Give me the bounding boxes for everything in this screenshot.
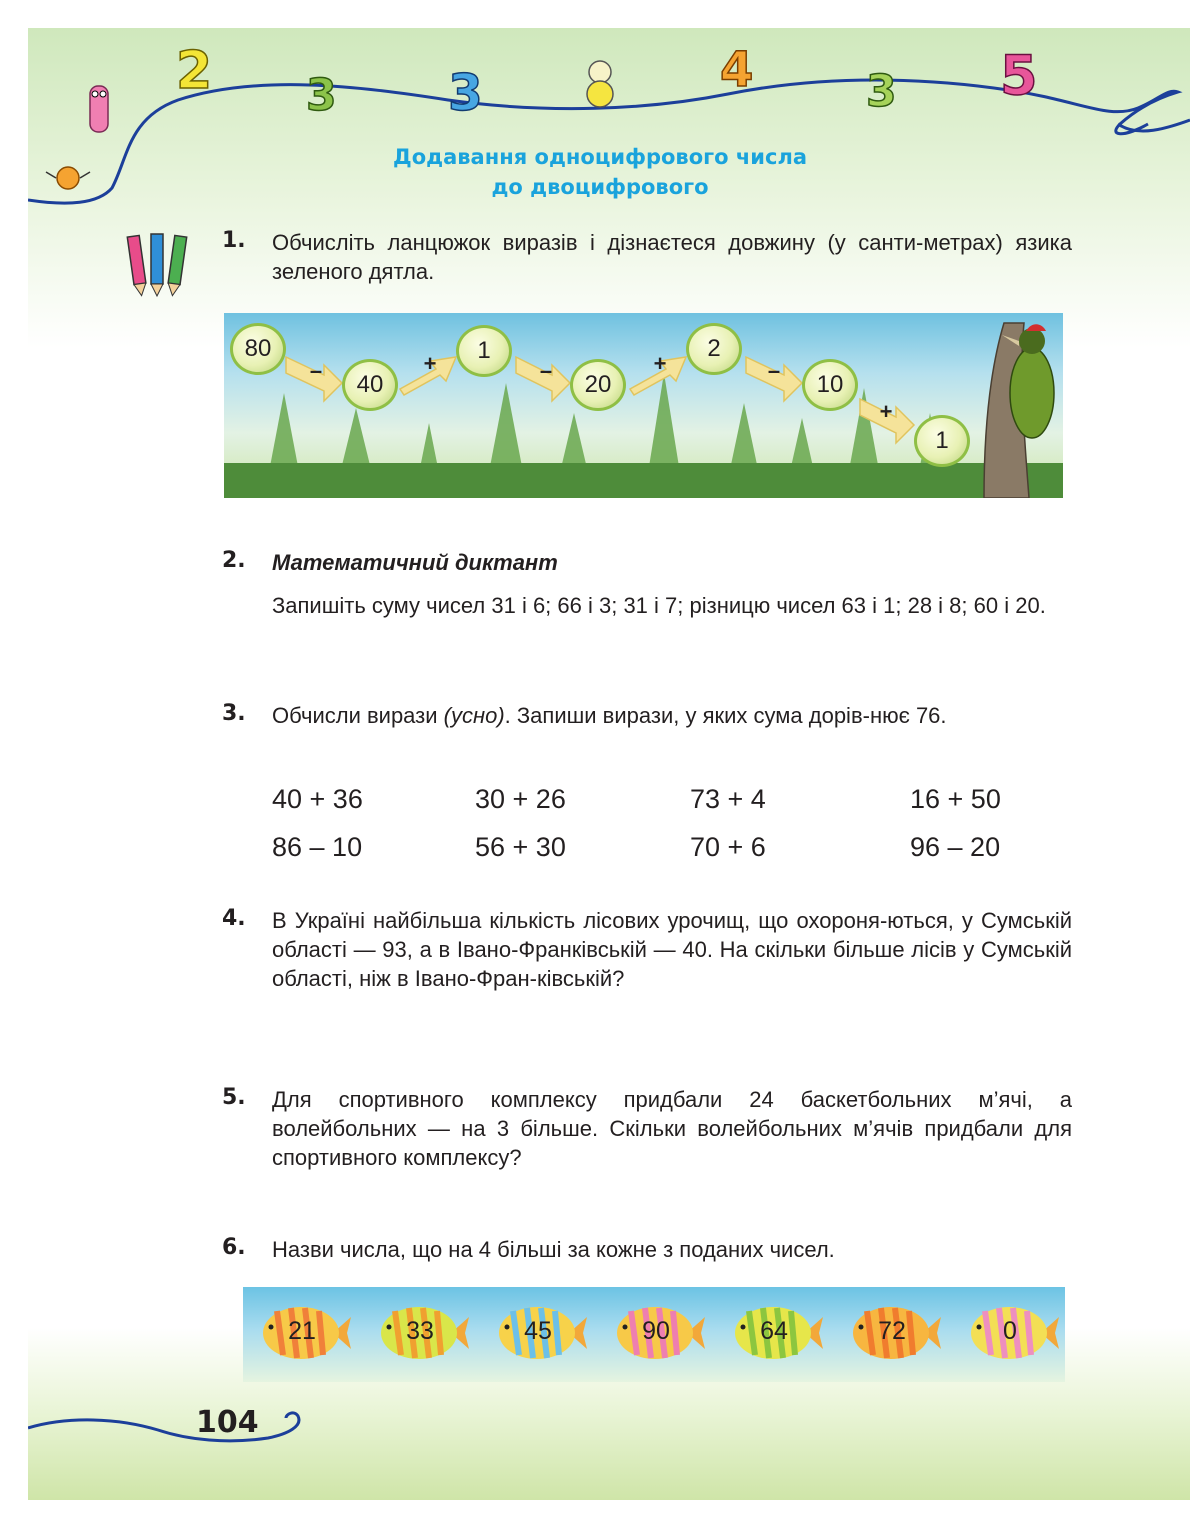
page-number: 104 xyxy=(196,1405,259,1440)
chain-operator-3: – xyxy=(539,358,553,383)
chain-value-7: 1 xyxy=(914,415,970,467)
page-title xyxy=(300,142,900,202)
fish-number: 45 xyxy=(524,1317,552,1345)
task4-text: В Україні найбільша кількість лісових урочищ, що охороня-ються, у Сумській області — 93, а в Івано-Франківській — 40. На скільки більше лісів у Сумській області, ніж в Івано-Фран-ківській? xyxy=(272,908,1072,991)
mascot-digit-5-icon xyxy=(1000,44,1038,107)
expression: 40 + 36 xyxy=(272,784,363,814)
expression: 56 + 30 xyxy=(475,832,566,862)
task5-text: Для спортивного комплексу придбали 24 баскетбольних м’ячі, а волейбольних — на 3 більше. Скільки волейбольних м’ячів придбали для спортивного комплексу? xyxy=(272,1087,1072,1170)
expression: 73 + 4 xyxy=(690,784,766,814)
task3-number: 3. xyxy=(222,701,246,726)
expression: 30 + 26 xyxy=(475,784,566,814)
task2-number: 2. xyxy=(222,548,246,573)
expression: 16 + 50 xyxy=(910,784,1001,814)
chain-operator-1: – xyxy=(309,358,323,383)
chain-operator-4: + xyxy=(653,351,667,376)
chain-value-6: 10 xyxy=(802,359,858,411)
expression: 70 + 6 xyxy=(690,832,766,862)
fish-number: 33 xyxy=(406,1317,434,1345)
mascot-small-orange-icon xyxy=(46,167,90,189)
mascot-digit-2-icon xyxy=(176,41,212,101)
footer-wave-decoration xyxy=(28,1400,328,1460)
task3-text-part2: . Запиши вирази, у яких сума дорів-нює 76. xyxy=(504,703,947,728)
chain-value-5: 2 xyxy=(686,323,742,375)
svg-text:3: 3 xyxy=(306,70,337,121)
chain-operator-5: – xyxy=(767,358,781,383)
svg-text:4: 4 xyxy=(720,42,754,98)
mascot-digit-3-blue-icon xyxy=(448,64,483,122)
fish-number: 21 xyxy=(288,1317,316,1345)
page-title-line2: до двоцифрового xyxy=(491,175,709,199)
chain-value-1: 80 xyxy=(230,323,286,375)
mascot-digit-1-icon xyxy=(90,86,108,132)
chain-operator-2: + xyxy=(423,351,437,376)
svg-text:5: 5 xyxy=(1000,44,1038,107)
fish-item xyxy=(609,1303,705,1363)
fish-banner xyxy=(243,1287,1065,1382)
expression: 86 – 10 xyxy=(272,832,363,862)
number-chain-banner xyxy=(224,313,1063,498)
svg-text:2: 2 xyxy=(176,41,213,101)
task2-heading: Математичний диктант xyxy=(272,550,558,575)
task1-text: Обчисліть ланцюжок виразів і дізнаєтеся довжину (у санти-метрах) язика зеленого дятла. xyxy=(272,230,1072,284)
mascot-digit-3-green-icon xyxy=(306,70,337,121)
svg-text:3: 3 xyxy=(866,66,897,117)
chain-value-2: 40 xyxy=(342,359,398,411)
fish-number: 90 xyxy=(642,1317,670,1345)
expression-row xyxy=(272,830,1072,878)
mascot-digit-8-icon xyxy=(587,61,613,107)
task1-number: 1. xyxy=(222,228,246,253)
fish-number: 0 xyxy=(1003,1317,1017,1345)
task4-number: 4. xyxy=(222,906,246,931)
task2-text: Запишіть суму чисел 31 і 6; 66 і 3; 31 і 7; різницю чисел 63 і 1; 28 і 8; 60 і 20. xyxy=(272,593,1046,618)
header-wave-decoration xyxy=(28,28,1190,238)
chain-value-4: 20 xyxy=(570,359,626,411)
task5-number: 5. xyxy=(222,1085,246,1110)
fish-item xyxy=(845,1303,941,1363)
pencils-icon xyxy=(117,228,197,298)
expression-grid xyxy=(272,782,1072,878)
chain-value-3: 1 xyxy=(456,325,512,377)
chain-operator-6: + xyxy=(879,399,893,424)
task3-text-part1: Обчисли вирази xyxy=(272,703,444,728)
task3-text-italic: (усно) xyxy=(443,703,505,728)
fish-number: 64 xyxy=(760,1317,788,1345)
page-title-line1: Додавання одноцифрового числа xyxy=(393,145,807,169)
chain-arrows xyxy=(224,313,1063,498)
fish-item xyxy=(255,1303,351,1363)
svg-text:3: 3 xyxy=(448,64,483,122)
fish-number: 72 xyxy=(878,1317,906,1345)
fish-item xyxy=(373,1303,469,1363)
fish-item xyxy=(727,1303,823,1363)
mascot-digit-4-icon xyxy=(720,42,753,98)
expression-row xyxy=(272,782,1072,830)
mascot-digit-3-lime-icon xyxy=(866,66,897,117)
task3-text xyxy=(272,701,1072,730)
fish-item xyxy=(963,1303,1059,1363)
task6-text: Назви числа, що на 4 більші за кожне з поданих чисел. xyxy=(272,1237,835,1262)
expression: 96 – 20 xyxy=(910,832,1001,862)
fish-item xyxy=(491,1303,587,1363)
task6-number: 6. xyxy=(222,1235,246,1260)
